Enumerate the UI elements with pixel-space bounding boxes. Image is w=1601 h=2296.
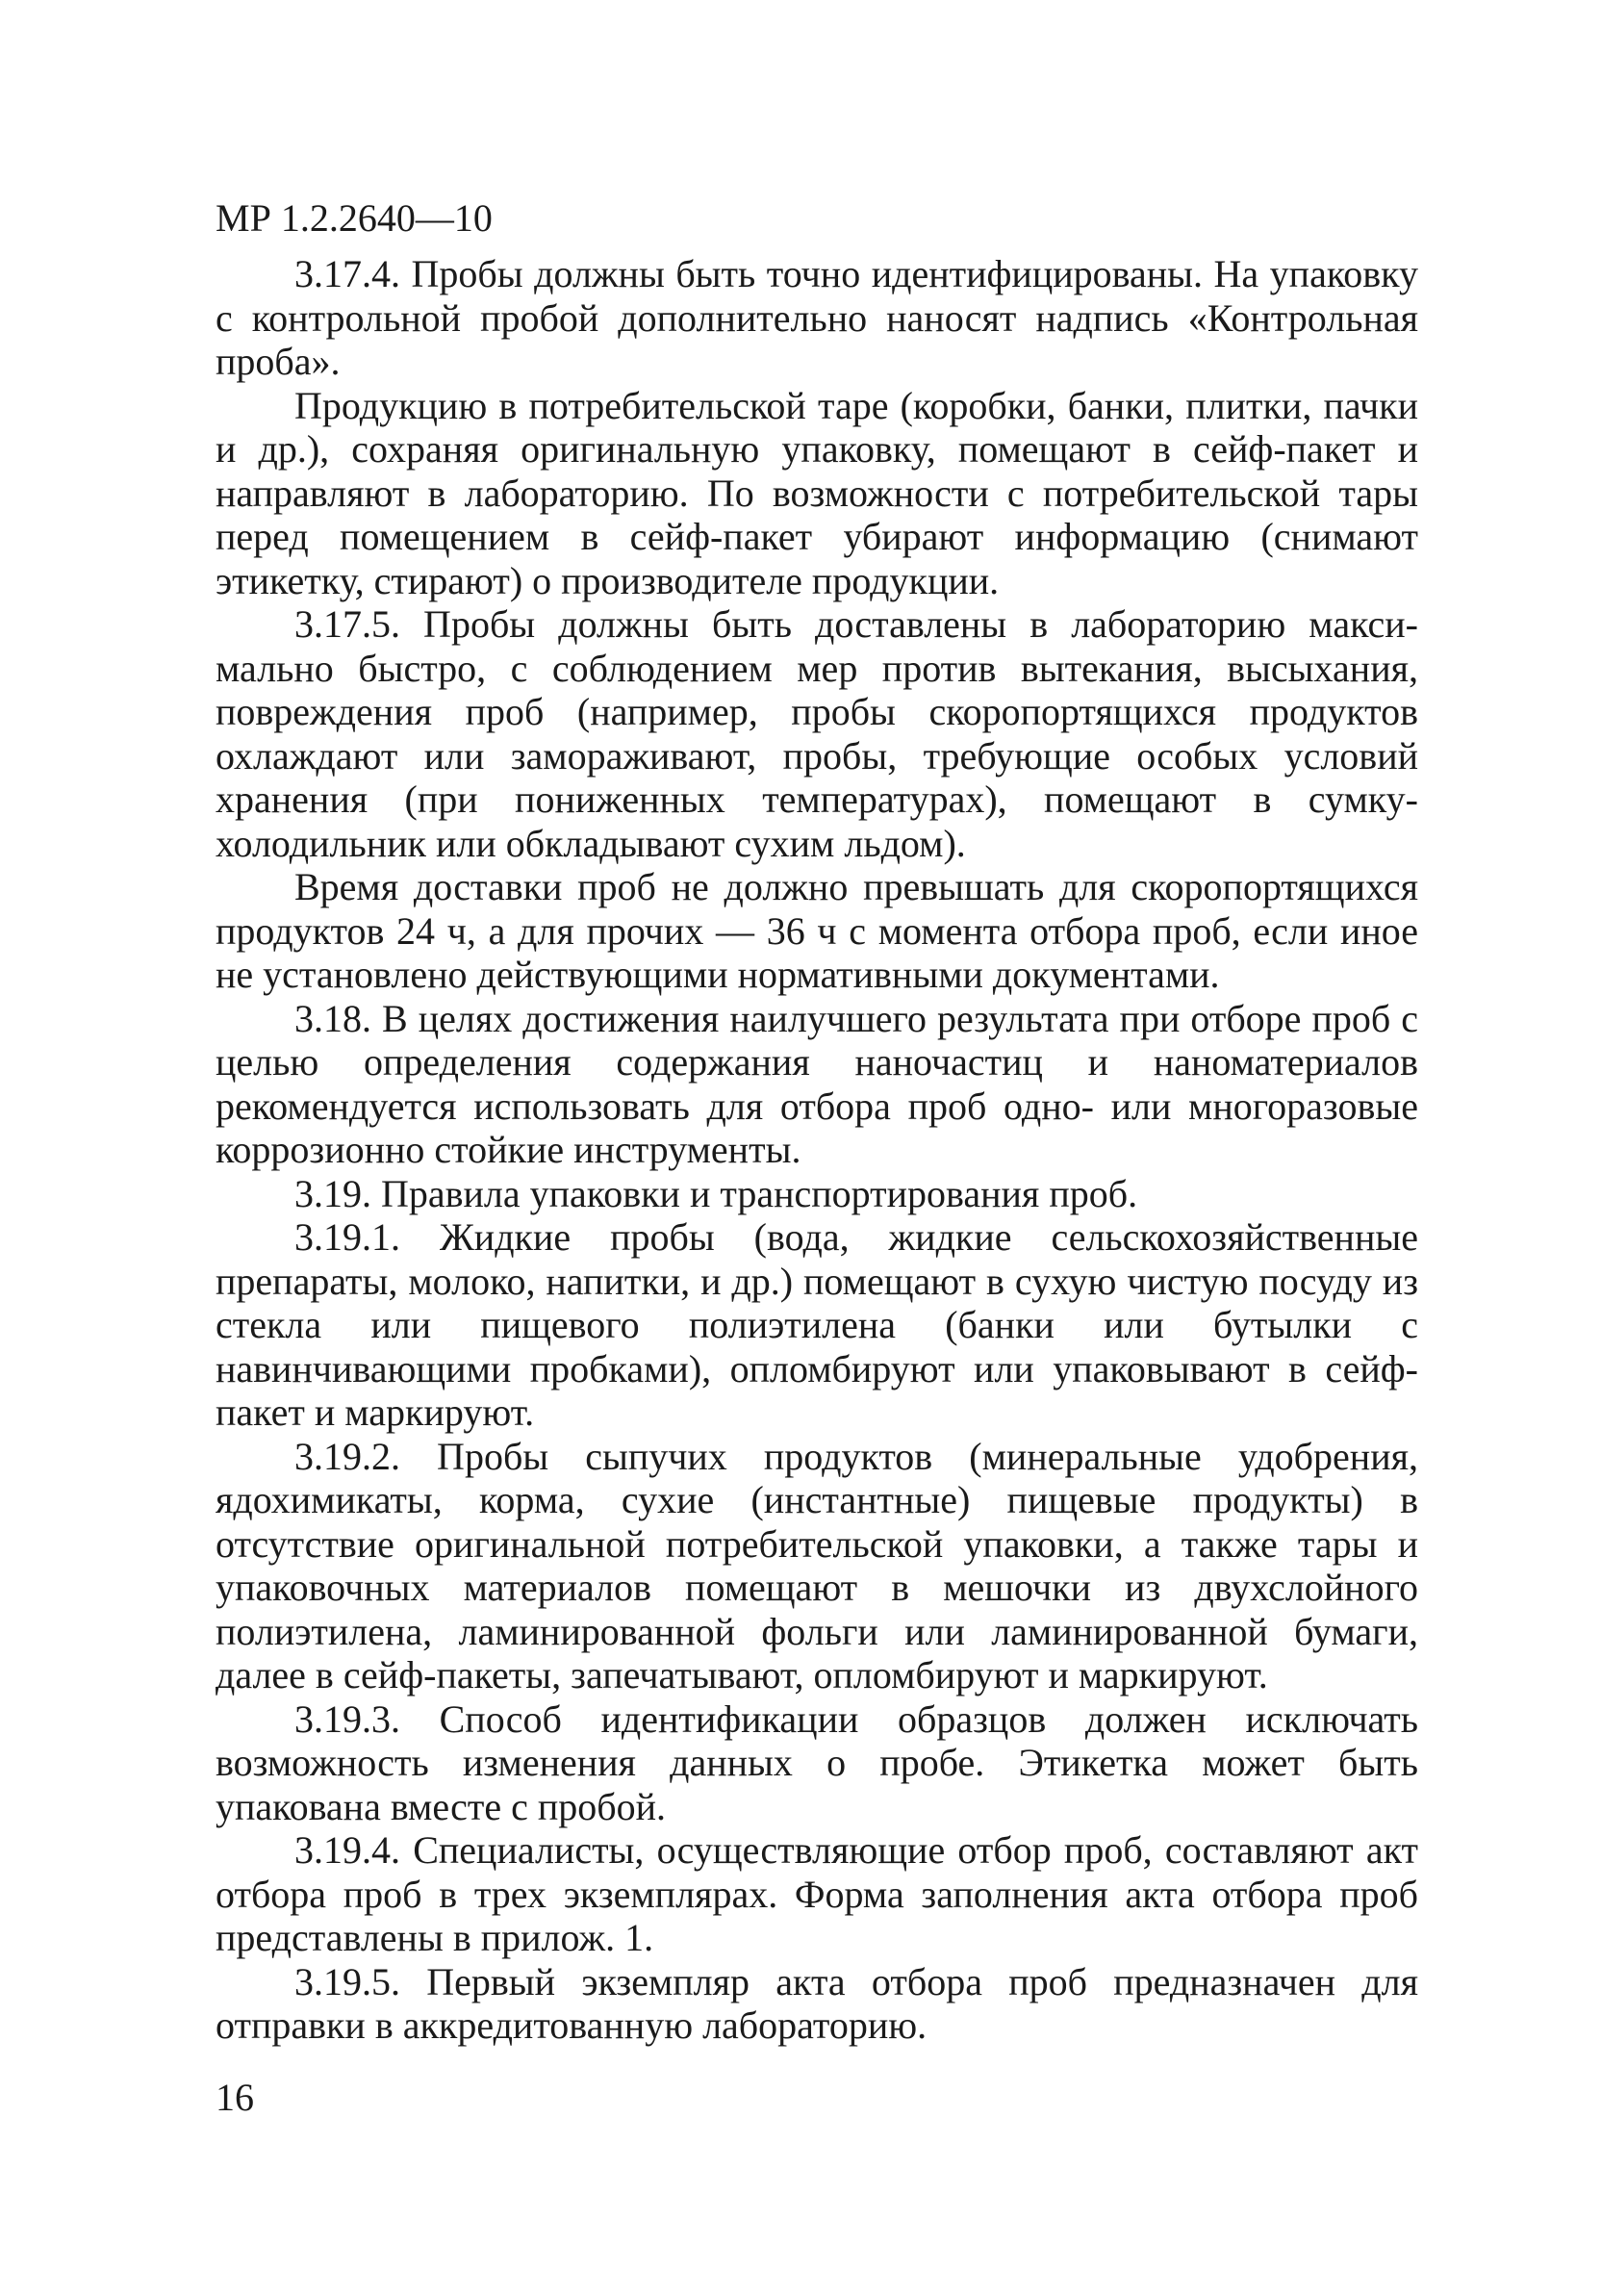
paragraph-delivery-time: Время доставки проб не должно превышать для скоропортящихся продуктов 24 ч, а для прочих — 36 ч с момента отбора проб, если иное не установлено действующими нормативными документами. [216,865,1418,996]
paragraph-3-19-4: 3.19.4. Специалисты, осуществляющие отбор проб, составляют акт отбора проб в трех экземплярах. Форма заполнения акта отбора проб представлены в прилож. 1. [216,1828,1418,1959]
paragraph-consumer-packaging: Продукцию в потребительской таре (коробки, банки, плитки, пачки и др.), сохраняя оригинальную упаковку, помещают в сейф-пакет и направляют в лабораторию. По возможности с потребительской тары перед помещением в сейф-пакет убирают информацию (снимают этикетку, стирают) о производителе продукции. [216,383,1418,602]
paragraph-3-19: 3.19. Правила упаковки и транспортирования проб. [294,1171,1138,1215]
document-body [216,252,1418,2048]
paragraph-3-17-5: 3.17.5. Пробы должны быть доставлены в лабораторию максимально быстро, с соблюдением мер против вытекания, высыхания, повреждения проб (например, пробы скоропортящихся продуктов охлаждают или замораживают, пробы, требующие особых условий хранения (при пониженных температурах), помещают в сумку-холодильник или обкладывают сухим льдом). [216,602,1418,865]
page-number: 16 [216,2076,254,2119]
document-code-header: МР 1.2.2640—10 [216,196,493,240]
paragraph-3-19-1: 3.19.1. Жидкие пробы (вода, жидкие сельскохозяйственные препараты, молоко, напитки, и др.) помещают в сухую чистую посуду из стекла или пищевого полиэтилена (банки или бутылки с навинчивающими пробками), опломбируют или упаковывают в сейф-пакет и маркируют. [216,1215,1418,1434]
paragraph-3-18: 3.18. В целях достижения наилучшего результата при отборе проб с целью определения содержания наночастиц и наноматериалов рекомендуется использовать для отбора проб одно- или многоразовые коррозионно стойкие инструменты. [216,996,1418,1171]
paragraph-3-17-4: 3.17.4. Пробы должны быть точно идентифицированы. На упаковку с контрольной пробой дополнительно наносят надпись «Контрольная проба». [216,252,1418,383]
paragraph-3-19-2: 3.19.2. Пробы сыпучих продуктов (минеральные удобрения, ядохимикаты, корма, сухие (инстантные) пищевые продукты) в отсутствие оригинальной потребительской упаковки, а также тары и упаковочных материалов помещают в мешочки из двухслойного полиэтилена, ламинированной фольги или ламинированной бумаги, далее в сейф-пакеты, запечатывают, опломбируют и маркируют. [216,1434,1418,1696]
paragraph-3-19-5: 3.19.5. Первый экземпляр акта отбора проб предназначен для отправки в аккредитованную лабораторию. [216,1959,1418,2047]
paragraph-3-19-3: 3.19.3. Способ идентификации образцов должен исключать возможность изменения данных о пробе. Этикетка может быть упакована вместе с пробой. [216,1696,1418,1828]
